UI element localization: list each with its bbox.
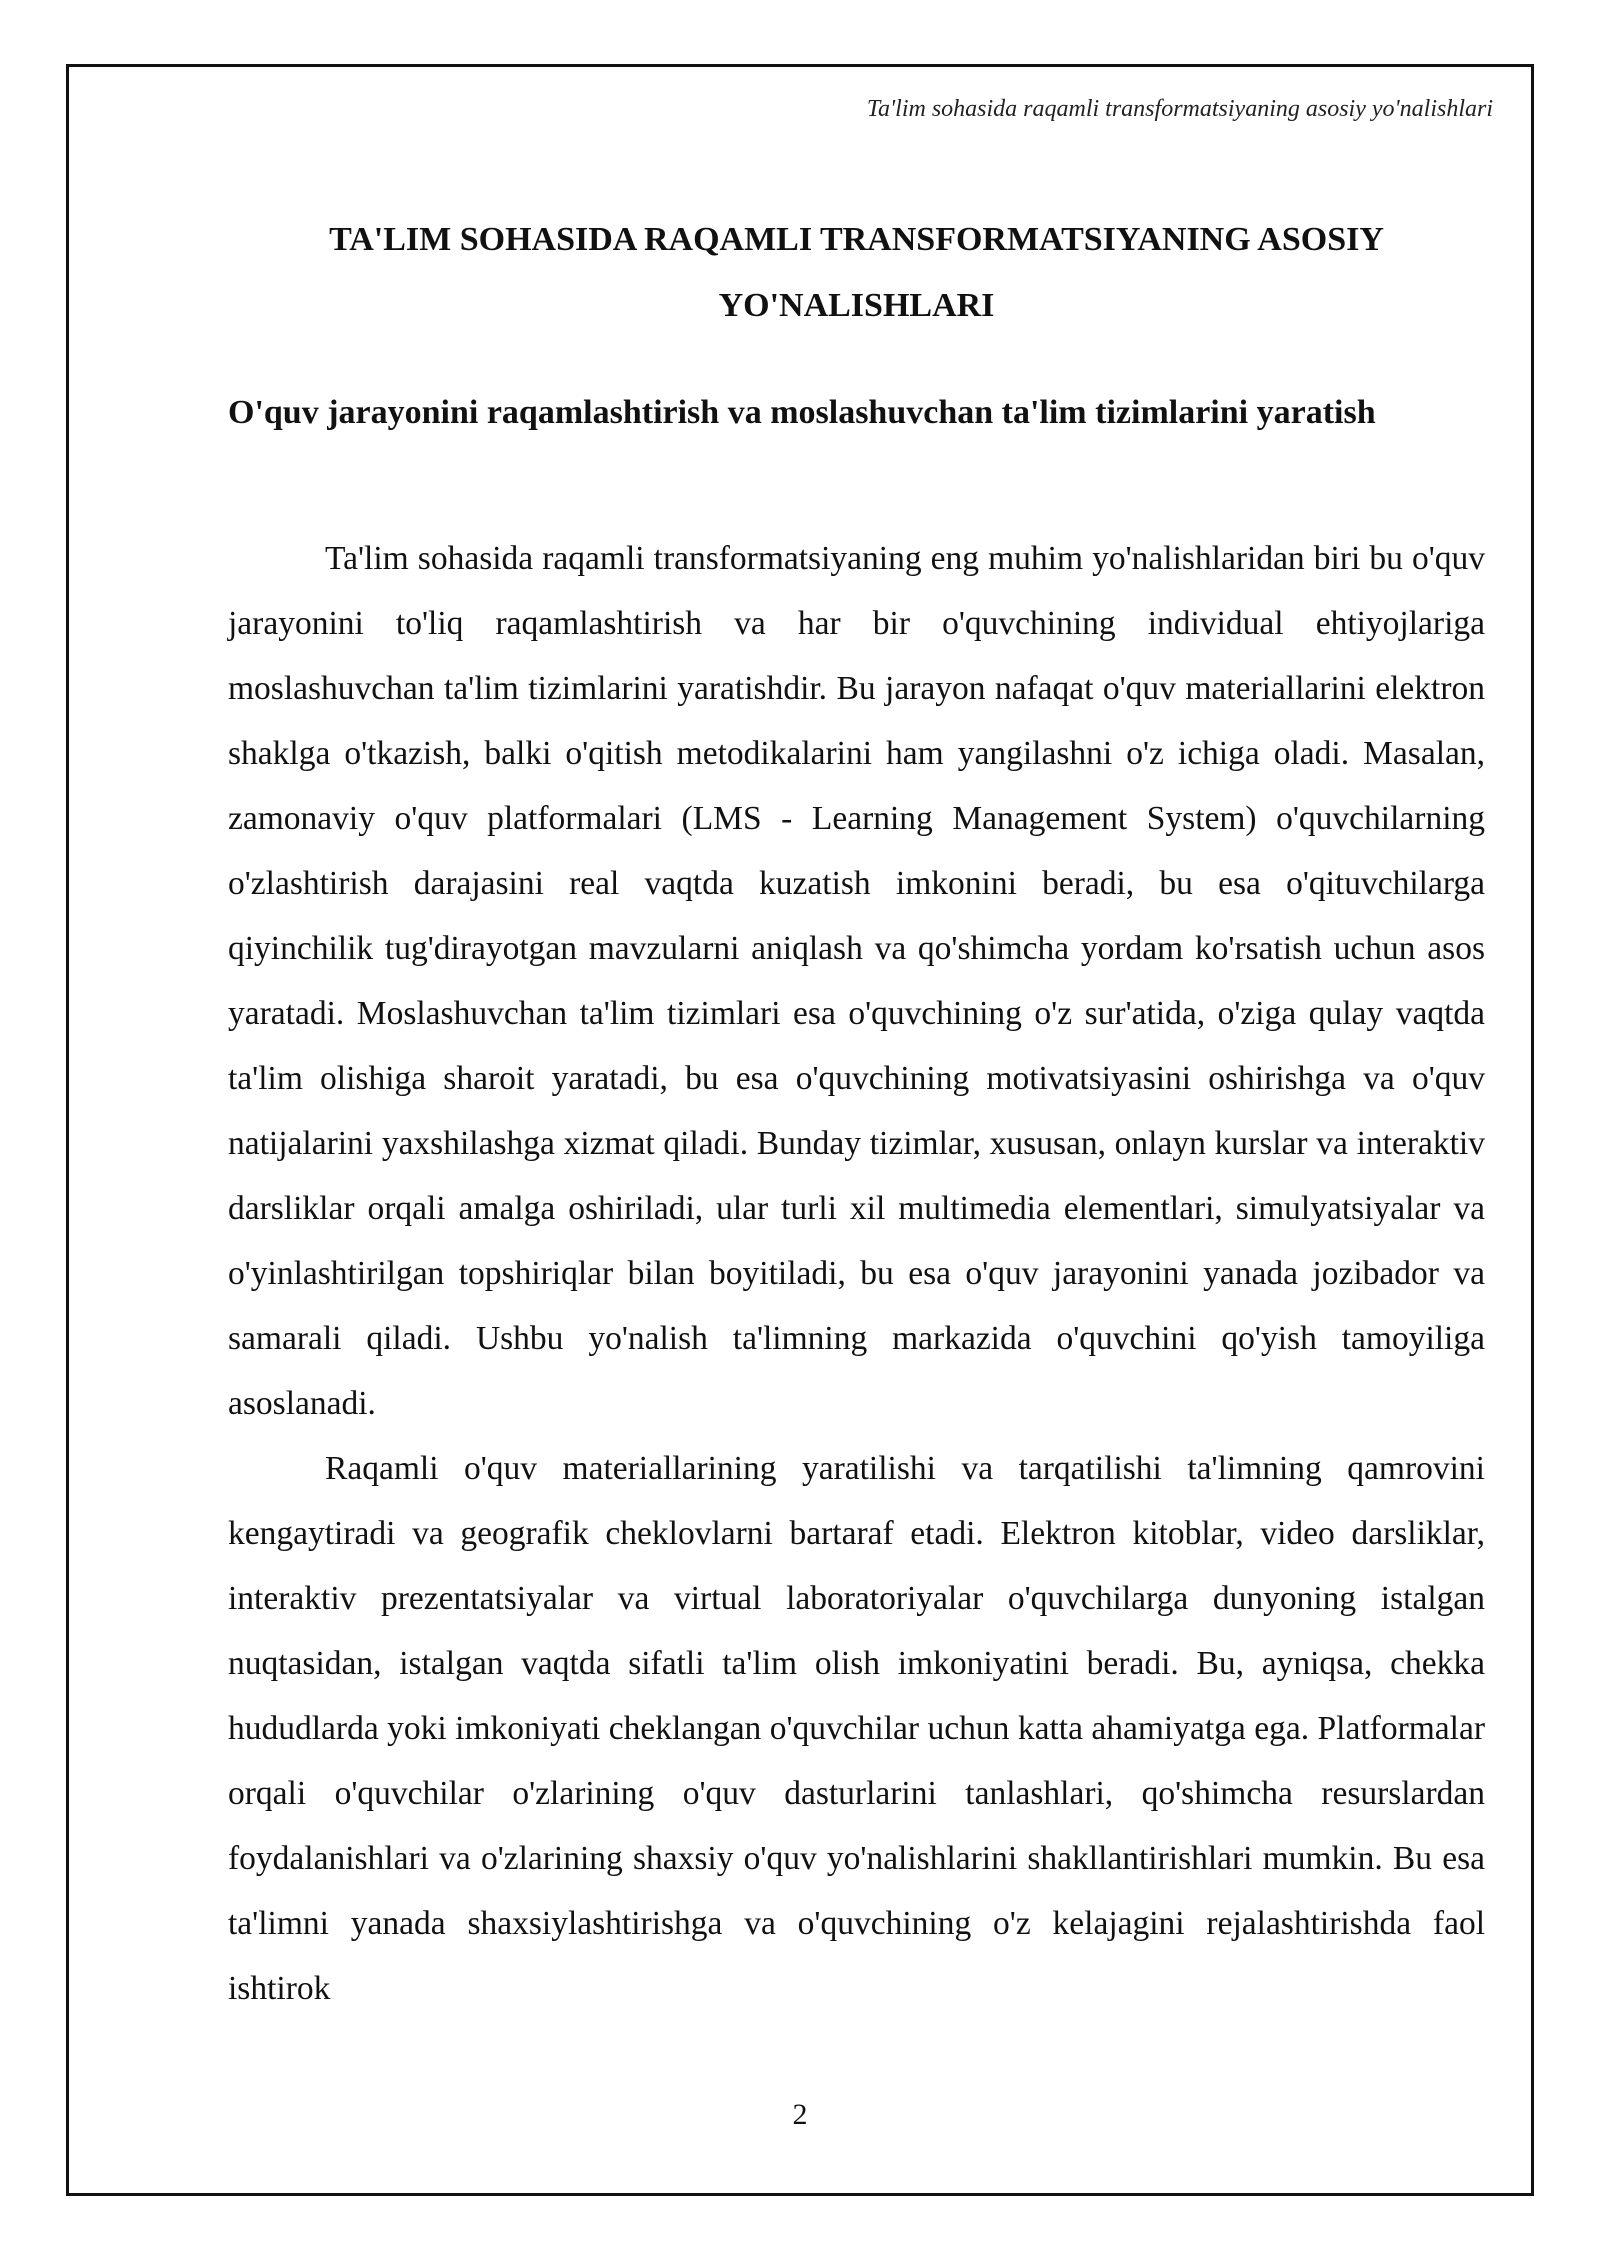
body-text	[228, 526, 1485, 2021]
document-title-line-1: TA'LIM SOHASIDA RAQAMLI TRANSFORMATSIYANING ASOSIY	[329, 221, 1384, 258]
paragraph-2: Raqamli o'quv materiallarining yaratilishi va tarqatilishi ta'limning qamrovini kengaytiradi va geografik cheklovlarni bartaraf etadi. Elektron kitoblar, video darsliklar, interaktiv prezentatsiyalar va virtual laboratoriyalar o'quvchilarga dunyoning istalgan nuqtasidan, istalgan vaqtda sifatli ta'lim olish imkoniyatini beradi. Bu, ayniqsa, chekka hududlarda yoki imkoniyati cheklangan o'quvchilar uchun katta ahamiyatga ega. Platformalar orqali o'quvchilar o'zlarining o'quv dasturlarini tanlashlari, qo'shimcha resurslardan foydalanishlari va o'zlarining shaxsiy o'quv yo'nalishlarini shakllantirishlari mumkin. Bu esa ta'limni yanada shaxsiylashtirishga va o'quvchining o'z kelajagini rejalashtirishda faol ishtirok	[228, 1450, 1485, 2007]
document-title-line-2: YO'NALISHLARI	[718, 287, 995, 324]
section-heading: O'quv jarayonini raqamlashtirish va moslashuvchan ta'lim tizimlarini yaratish	[228, 394, 1376, 431]
document-title	[228, 207, 1485, 339]
page-number: 2	[792, 2098, 808, 2131]
running-header: Ta'lim sohasida raqamli transformatsiyaning asosiy yo'nalishlari	[866, 96, 1493, 122]
paragraph-1: Ta'lim sohasida raqamli transformatsiyaning eng muhim yo'nalishlaridan biri bu o'quv jarayonini to'liq raqamlashtirish va har bir o'quvchining individual ehtiyojlariga moslashuvchan ta'lim tizimlarini yaratishdir. Bu jarayon nafaqat o'quv materiallarini elektron shaklga o'tkazish, balki o'qitish metodikalarini ham yangilashni o'z ichiga oladi. Masalan, zamonaviy o'quv platformalari (LMS - Learning Management System) o'quvchilarning o'zlashtirish darajasini real vaqtda kuzatish imkonini beradi, bu esa o'qituvchilarga qiyinchilik tug'dirayotgan mavzularni aniqlash va qo'shimcha yordam ko'rsatish uchun asos yaratadi. Moslashuvchan ta'lim tizimlari esa o'quvchining o'z sur'atida, o'ziga qulay vaqtda ta'lim olishiga sharoit yaratadi, bu esa o'quvchining motivatsiyasini oshirishga va o'quv natijalarini yaxshilashga xizmat qiladi. Bunday tizimlar, xususan, onlayn kurslar va interaktiv darsliklar orqali amalga oshiriladi, ular turli xil multimedia elementlari, simulyatsiyalar va o'yinlashtirilgan topshiriqlar bilan boyitiladi, bu esa o'quv jarayonini yanada jozibador va samarali qiladi. Ushbu yo'nalish ta'limning markazida o'quvchini qo'yish tamoyiliga asoslanadi.	[228, 540, 1485, 1422]
